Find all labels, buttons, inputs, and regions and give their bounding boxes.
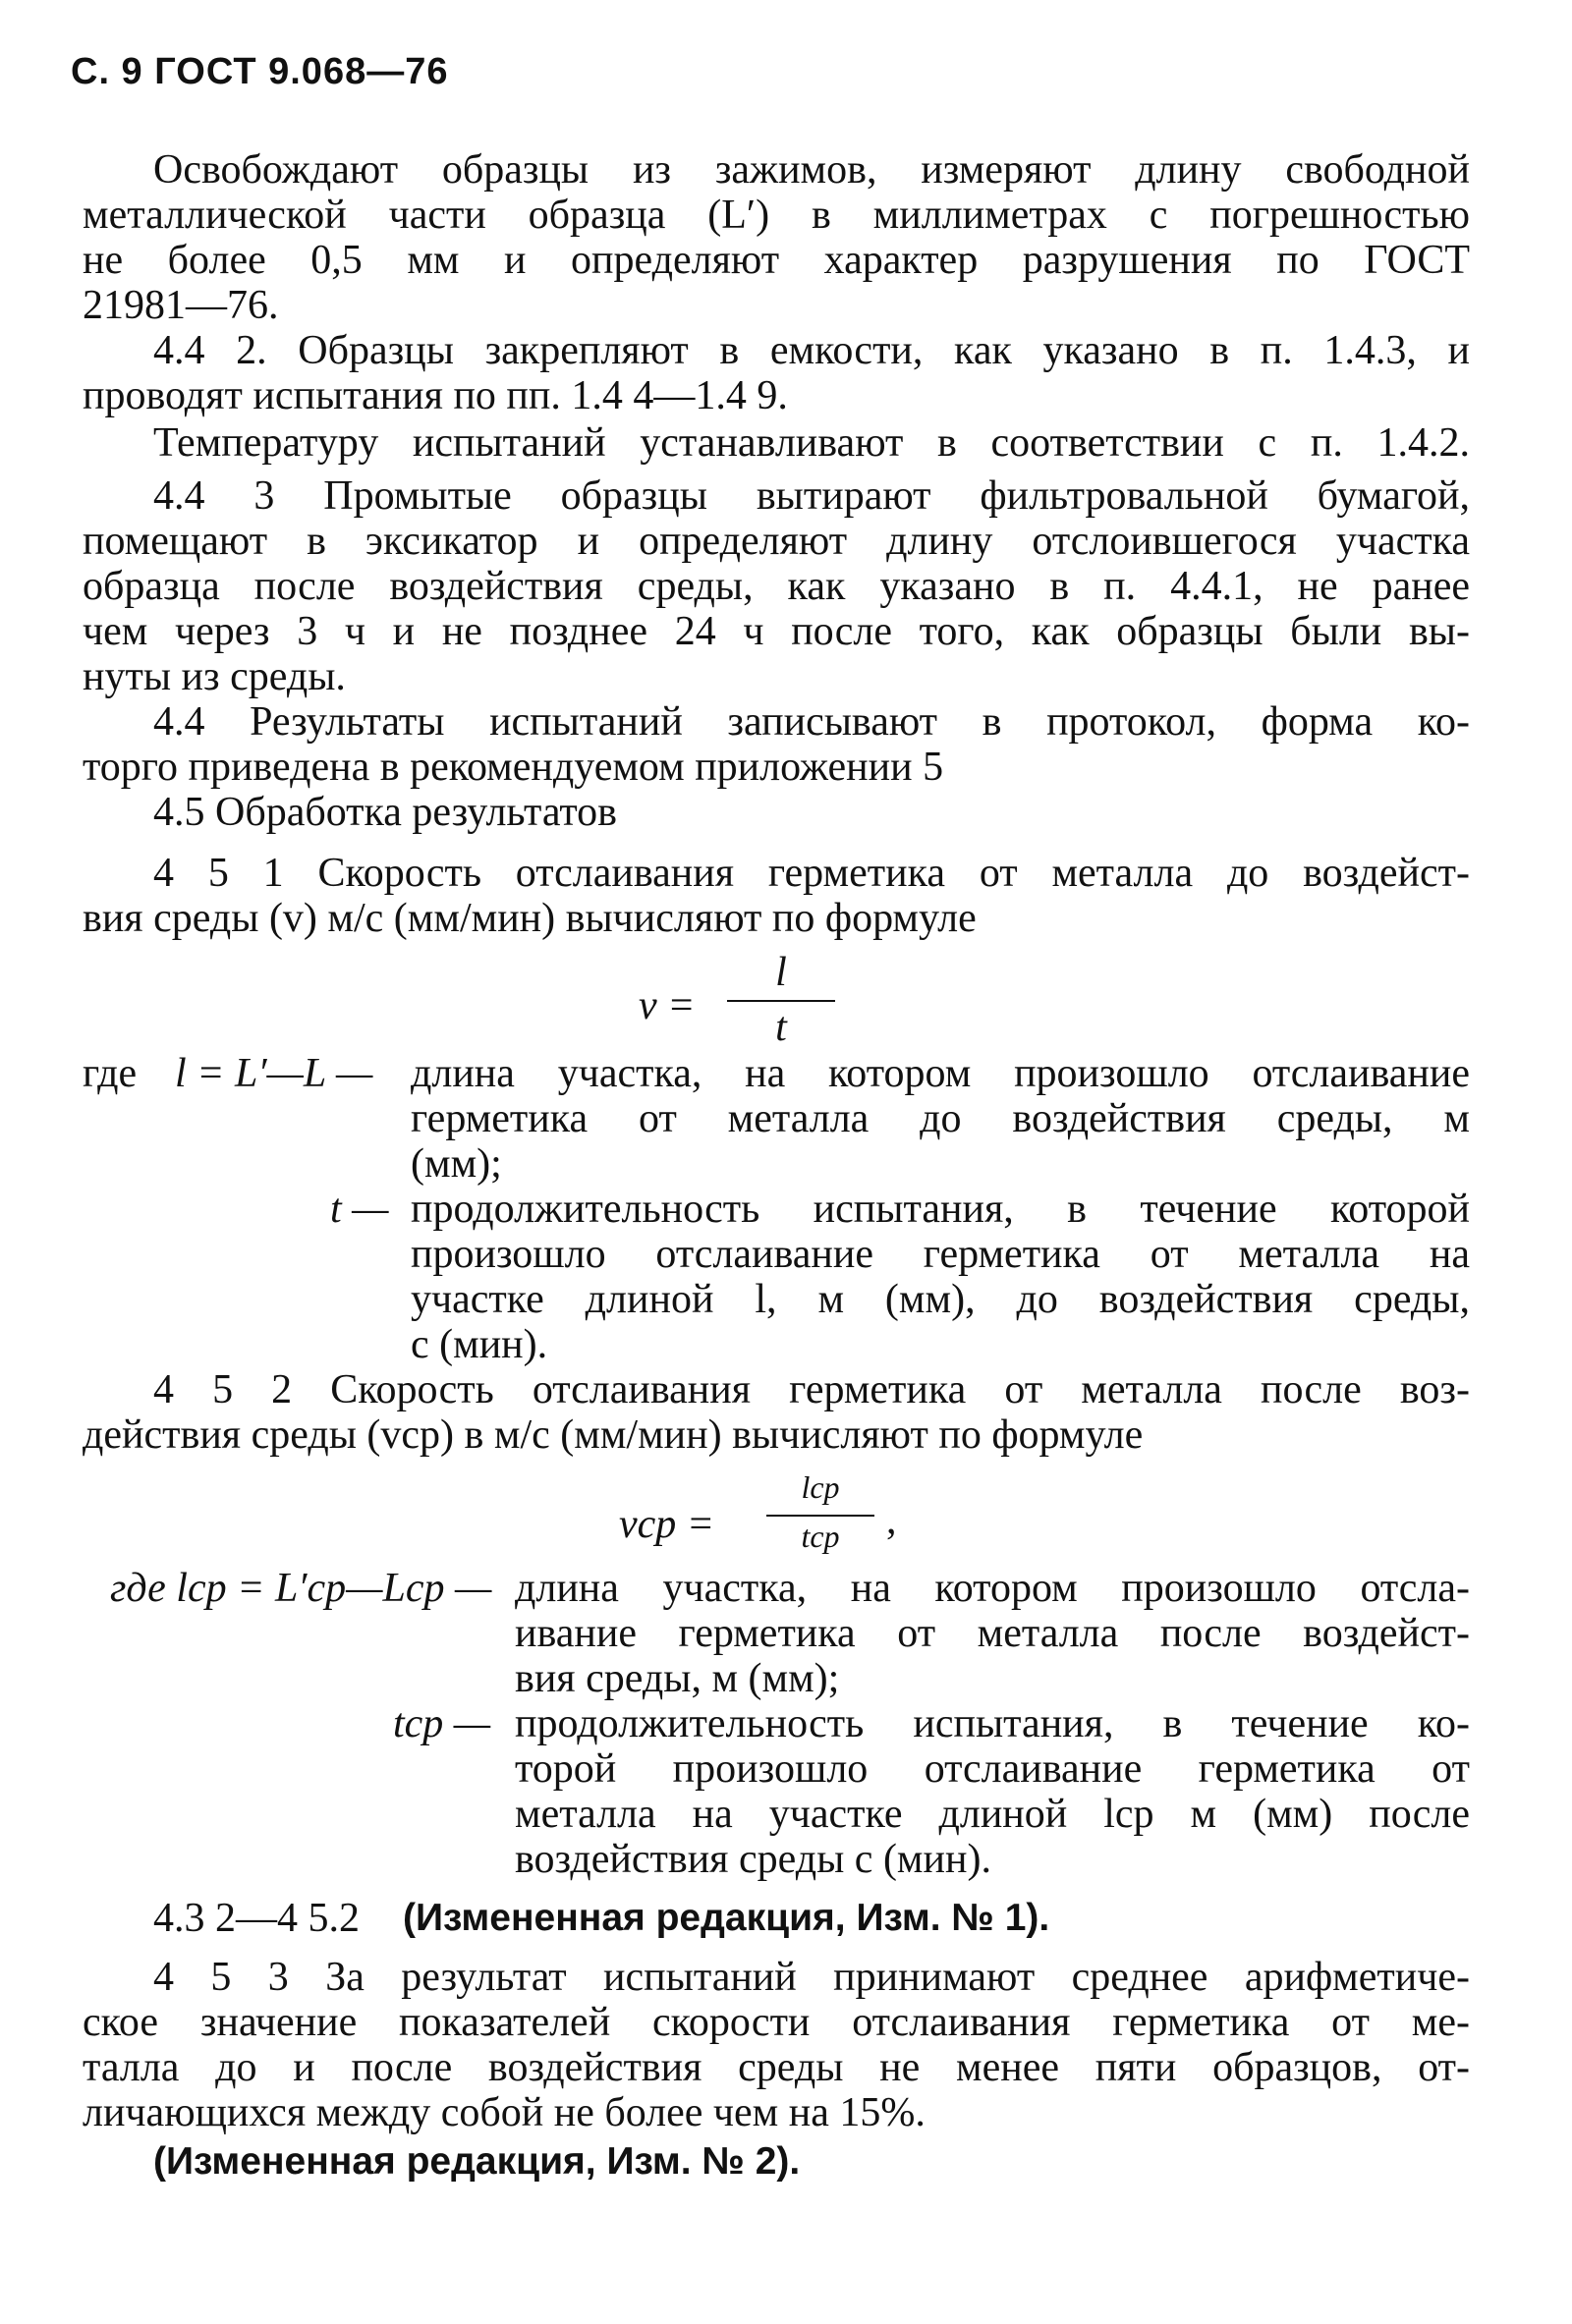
where2-def2-line2: торой произошло отслаивание герметика от (515, 1746, 1470, 1792)
p45-heading: 4.5 Обработка результатов (153, 790, 618, 835)
p44-line1: 4.4 Результаты испытаний записывают в протокол, форма ко- (153, 699, 1470, 745)
formula1-denominator: t (775, 1005, 787, 1050)
p443-line4: чем через 3 ч и не позднее 24 ч после того, как образцы были вы- (83, 609, 1470, 654)
where1-def1-line3: (мм); (411, 1141, 502, 1187)
formula-1 (629, 949, 855, 1050)
formula2-comma: , (886, 1498, 897, 1543)
where2-term2: tср — (393, 1701, 491, 1746)
formula2-numerator: lср (801, 1469, 840, 1505)
formula1-lhs: v = (639, 983, 696, 1028)
temperature-line: Температуру испытаний устанавливают в соответствии с п. 1.4.2. (153, 420, 1470, 466)
p443-line1: 4.4 3 Промытые образцы вытирают фильтровальной бумагой, (153, 473, 1470, 519)
where1-def1-line1: длина участка, на котором произошло отслаивание (411, 1051, 1470, 1096)
formula-2 (619, 1469, 914, 1568)
p453-line4: личающихся между собой не более чем на 15%. (83, 2090, 926, 2135)
p451-line2: вия среды (v) м/с (мм/мин) вычисляют по формуле (83, 896, 977, 941)
p443-line2: помещают в эксикатор и определяют длину отслоившегося участка (83, 519, 1470, 564)
formula2-fraction-bar (766, 1515, 874, 1517)
p442-line2: проводят испытания по пп. 1.4 4—1.4 9. (83, 373, 788, 418)
p442-line1: 4.4 2. Образцы закрепляют в емкости, как указано в п. 1.4.3, и (153, 328, 1470, 373)
page-header: С. 9 ГОСТ 9.068—76 (71, 51, 449, 92)
para1-line2: металлической части образца (L′) в миллиметрах с погрешностью (83, 193, 1470, 238)
p453-line1: 4 5 3 За результат испытаний принимают среднее арифметиче- (153, 1955, 1470, 2000)
where2-def2-line1: продолжительность испытания, в течение ко- (515, 1701, 1470, 1746)
p443-line3: образца после воздействия среды, как указано в п. 4.4.1, не ранее (83, 564, 1470, 609)
where1-def2-line1: продолжительность испытания, в течение которой (411, 1187, 1470, 1232)
where2-def1-line2: ивание герметика от металла после воздейст- (515, 1611, 1470, 1656)
where1-term1: l = L′—L — (175, 1051, 373, 1096)
amend1-ref: 4.3 2—4 5.2 (153, 1896, 360, 1941)
formula2-denominator: tср (801, 1519, 840, 1554)
where2-def2-line3: металла на участке длиной lср м (мм) после (515, 1792, 1470, 1837)
para1-line3: не более 0,5 мм и определяют характер разрушения по ГОСТ (83, 238, 1470, 283)
where2-def1-line1: длина участка, на котором произошло отсла- (515, 1566, 1470, 1611)
amend1-text: (Измененная редакция, Изм. № 1). (403, 1897, 1050, 1939)
where2-def1-line3: вия среды, м (мм); (515, 1656, 840, 1701)
formula1-numerator: l (775, 950, 787, 995)
where1-def1-line2: герметика от металла до воздействия среды, м (411, 1096, 1470, 1141)
para1-line1: Освобождают образцы из зажимов, измеряют длину свободной (153, 147, 1470, 193)
where2-term1: где lср = L′ср—Lср — (110, 1566, 492, 1611)
p451-line1: 4 5 1 Скорость отслаивания герметика от металла до воздейст- (153, 851, 1470, 896)
formula1-fraction-bar (727, 1000, 835, 1002)
p452-line1: 4 5 2 Скорость отслаивания герметика от металла после воз- (153, 1367, 1470, 1412)
where1-lead: где (83, 1051, 138, 1096)
para1-line4: 21981—76. (83, 283, 279, 328)
where1-def2-line3: участке длиной l, м (мм), до воздействия среды, (411, 1277, 1470, 1322)
where1-term2: t — (330, 1187, 389, 1232)
formula2-lhs: vср = (619, 1502, 715, 1547)
p453-line3: талла до и после воздействия среды не менее пяти образцов, от- (83, 2045, 1470, 2090)
where2-def2-line4: воздействия среды с (мин). (515, 1837, 991, 1882)
p443-line5: нуты из среды. (83, 654, 346, 699)
p44-line2: торго приведена в рекомендуемом приложении 5 (83, 745, 944, 790)
p453-line2: ское значение показателей скорости отслаивания герметика от ме- (83, 2000, 1470, 2045)
amend2-text: (Измененная редакция, Изм. № 2). (153, 2140, 801, 2183)
p452-line2: действия среды (vср) в м/с (мм/мин) вычисляют по формуле (83, 1412, 1144, 1458)
where1-def2-line2: произошло отслаивание герметика от металла на (411, 1232, 1470, 1277)
where1-def2-line4: с (мин). (411, 1322, 548, 1367)
